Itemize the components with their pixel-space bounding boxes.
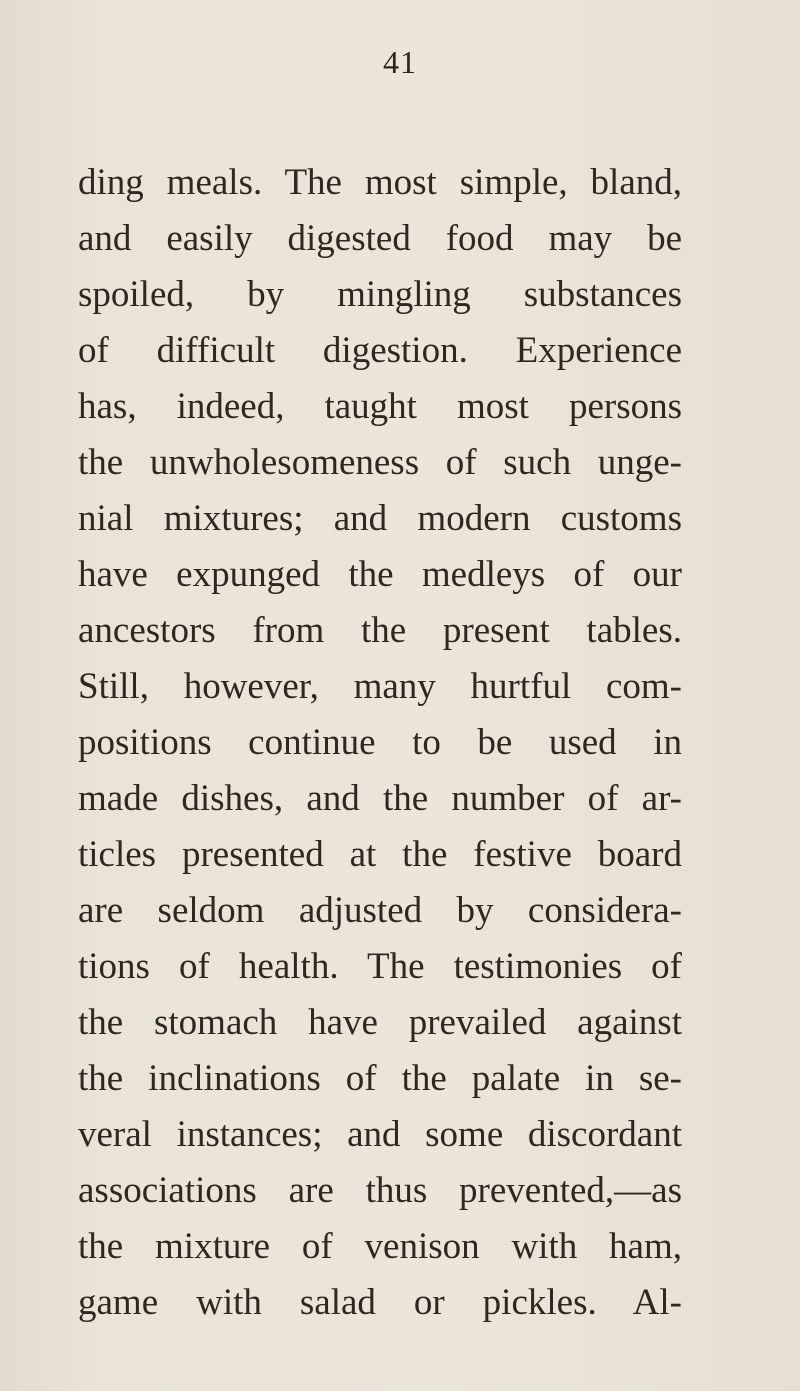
text-line: are seldom adjusted by considera- — [78, 890, 682, 931]
text-line: ding meals. The most simple, bland, — [78, 162, 682, 203]
text-line: veral instances; and some discordant — [78, 1114, 682, 1155]
page-number: 41 — [383, 44, 417, 80]
text-line: has, indeed, taught most persons — [78, 386, 682, 427]
text-line: the stomach have prevailed against — [78, 1002, 682, 1043]
text-line: made dishes, and the number of ar- — [78, 778, 682, 819]
text-line: positions continue to be used in — [78, 722, 682, 763]
text-line: have expunged the medleys of our — [78, 554, 682, 595]
text-line: the mixture of venison with ham, — [78, 1226, 682, 1267]
text-line: game with salad or pickles. Al- — [78, 1282, 682, 1323]
body-text — [78, 155, 682, 1331]
text-line: the unwholesomeness of such unge- — [78, 442, 682, 483]
text-line: ticles presented at the festive board — [78, 834, 682, 875]
text-line: the inclinations of the palate in se- — [78, 1058, 682, 1099]
text-line: associations are thus prevented,—as — [78, 1170, 682, 1211]
text-line: Still, however, many hurtful com- — [78, 666, 682, 707]
text-line: tions of health. The testimonies of — [78, 946, 682, 987]
text-line: of difficult digestion. Experience — [78, 330, 682, 371]
text-line: and easily digested food may be — [78, 218, 682, 259]
text-line: nial mixtures; and modern customs — [78, 498, 682, 539]
text-line: spoiled, by mingling substances — [78, 274, 682, 315]
text-line: ancestors from the present tables. — [78, 610, 682, 651]
